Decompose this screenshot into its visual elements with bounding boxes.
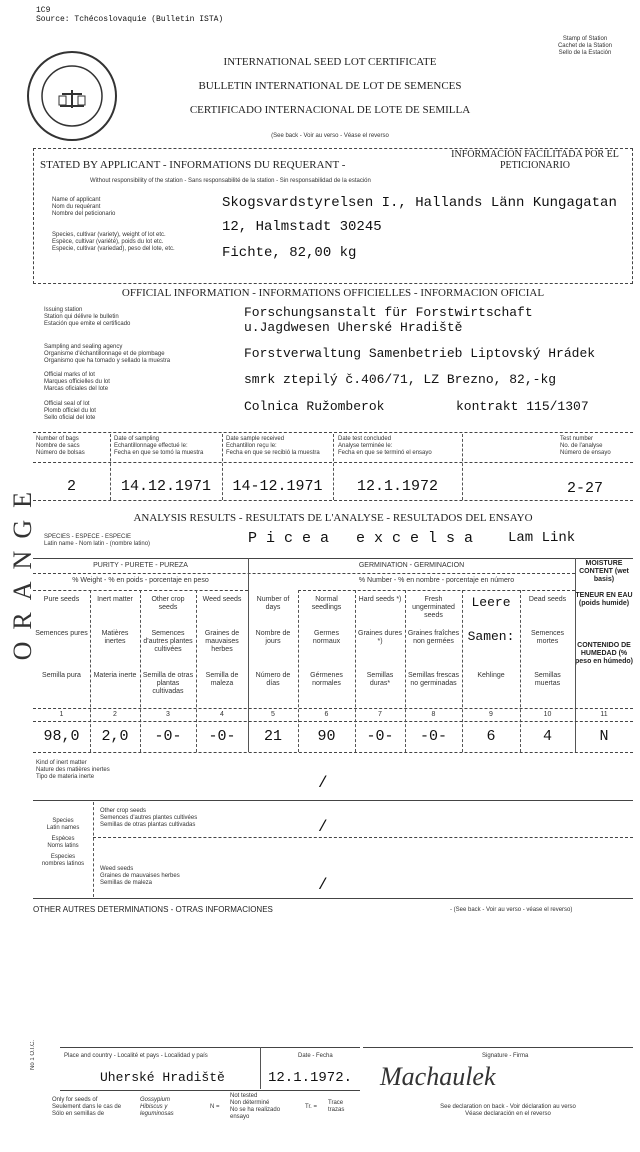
column-header-en: Number of days (256, 596, 290, 611)
received-date: 14-12.1971 (232, 478, 323, 495)
moisture-heading: MOISTURE CONTENT (wet basis) (579, 560, 629, 583)
column-number: 5 (271, 711, 275, 718)
concluded-date: 12.1.1972 (356, 478, 438, 495)
contract-number: kontrakt 115/1307 (456, 399, 589, 414)
weed-labels: Weed seeds Graines de mauvaises herbes Semillas de maleza (100, 866, 180, 886)
species-latin-name: P i c e a e x c e l s a (248, 530, 474, 547)
sampling-date: 14.12.1971 (120, 478, 211, 495)
column-header-fr: Samen: (467, 629, 515, 644)
other-determinations-see-back: - (See back - Voir au verso - véase el reverso) (450, 907, 573, 913)
test-number-header: Test number No. de l'analyse Número de ensayo (560, 436, 611, 456)
issuing-labels: Issuing station Station qui délivre le bulletin Estación que emite el certificado (44, 307, 131, 327)
column-header-es: Kehlinge (477, 672, 505, 679)
column-number: 4 (220, 711, 224, 718)
column-number: 3 (166, 711, 170, 718)
column-header-fr: Matières inertes (101, 630, 129, 645)
inert-kind-labels: Kind of inert matter Nature des matières inertes Tipo de materia inerte (36, 760, 110, 780)
column-header-es: Gérmenes normales (310, 672, 343, 687)
species-weight: Fichte, 82,00 kg (222, 245, 357, 261)
analysis-heading: ANALYSIS RESULTS - RESULTATS DE L'ANALYSE - RESULTADOS DEL ENSAYO (133, 512, 533, 524)
applicant-disclaimer: Without responsibility of the station - Sans responsabilité de la station - Sin responsabilidad de la estación (90, 178, 371, 184)
result-value: 2,0 (101, 728, 129, 745)
column-number: 7 (378, 711, 382, 718)
stamp-fr: Cachet de la Station (557, 43, 613, 49)
stamp-en: Stamp of Station (562, 36, 608, 42)
column-header-fr: Germes normaux (312, 630, 341, 645)
column-header-es: Semillas duras* (366, 672, 394, 687)
ista-seal (26, 50, 118, 142)
concluded-date-header: Date test concluded Analyse terminée le: Fecha en que se terminó el ensayo (338, 436, 432, 456)
tr-label: Tr. = (305, 1104, 317, 1110)
stamp-es: Sello de la Estación (558, 50, 612, 56)
column-number: 1 (59, 711, 64, 718)
column-header-es: Semilla de maleza (205, 672, 239, 687)
column-header-en: Dead seeds (528, 596, 567, 603)
note-only-for: Only for seeds of Seulement dans le cas de Sólo en semillas de (52, 1097, 122, 1117)
column-number: 10 (543, 711, 552, 718)
column-header-es: Semilla de otras plantas cultivadas (142, 672, 194, 695)
column-header-fr: Semences pures (35, 630, 88, 637)
species-author: Lam Link (508, 530, 576, 546)
column-header-en: Leere (471, 595, 511, 610)
sampling-date-header: Date of sampling Echantillonnage effectué le: Fecha en que se tomó la muestra (114, 436, 204, 456)
result-value: 21 (263, 728, 282, 745)
column-header-es: Materia inerte (93, 672, 137, 679)
column-header-es: Número de días (255, 672, 291, 687)
title-fr: BULLETIN INTERNATIONAL DE LOT DE SEMENCES (198, 80, 462, 92)
result-value: -0- (419, 728, 447, 745)
result-value: 90 (317, 728, 336, 745)
issuing-station: Forschungsanstalt für Forstwirtschaft u.Jagdwesen Uherské Hradiště (244, 305, 533, 335)
n-meaning: Not tested Non déterminé No se ha realizado ensayo (230, 1093, 281, 1120)
official-seal: Colnica Ružomberok (244, 399, 385, 414)
applicant-name-labels: Name of applicant Nom du requérant Nombre del peticionario (52, 197, 116, 217)
bags-value: 2 (66, 478, 76, 495)
column-divider (248, 558, 249, 752)
purity-subheading: % Weight - % en poids - porcentaje en peso (72, 577, 209, 584)
column-header-en: Fresh ungerminated seeds (412, 596, 455, 619)
column-number: 8 (431, 711, 436, 718)
column-header-en: Pure seeds (43, 596, 80, 603)
tr-meaning: Trace trazas (328, 1100, 345, 1113)
official-heading: OFFICIAL INFORMATION - INFORMATIONS OFFICIELLES - INFORMACION OFICIAL (121, 287, 545, 299)
column-header-fr: Semences mortes (530, 630, 565, 645)
form-number: No 1 O.I.C. (30, 1040, 36, 1071)
source-line: Source: Tchécoslovaquie (Bulletin ISTA) (36, 15, 224, 24)
other-crop-labels: Other crop seeds Semences d'autres plantes cultivées Semillas de otras plantas cultivadas (100, 808, 198, 828)
place-label: Place and country - Localité et pays - Localidad y país (64, 1053, 208, 1059)
column-number: 9 (489, 711, 493, 718)
column-header-en: Weed seeds (202, 596, 242, 603)
germination-heading: GERMINATION - GERMINACION (358, 562, 465, 569)
column-header-fr: Semences d'autres plantes cultivées (143, 630, 193, 653)
orange-label: ORANGE (8, 480, 37, 661)
applicant-address: 12, Halmstadt 30245 (222, 219, 382, 235)
column-number: 2 (113, 711, 117, 718)
seal-labels: Official seal of lot Plomb officiel du lot Sello oficial del lote (44, 401, 96, 421)
date-label: Date - Fecha (298, 1053, 333, 1059)
result-value: -0- (366, 728, 394, 745)
official-marks: smrk ztepilý č.406/71, LZ Brezno, 82,-kg (244, 372, 557, 387)
note-genera: Gossypium Hibiscus y leguminosas (140, 1097, 174, 1117)
column-header-es: Semilla pura (42, 672, 81, 679)
result-value: 6 (486, 728, 496, 745)
column-number: 6 (324, 711, 329, 718)
column-header-en: Inert matter (97, 596, 133, 603)
column-header-fr: Graines fraîches non germées (407, 630, 460, 645)
germination-subheading: % Number - % en nombre - porcentaje en número (358, 577, 515, 584)
bags-header: Number of bags Nombre de sacs Número de bolsas (36, 436, 85, 456)
received-date-header: Date sample received Echantillon reçu le: Fecha en que se recibió la muestra (226, 436, 320, 456)
result-value: -0- (208, 728, 236, 745)
moisture-es: CONTENIDO DE HUMEDAD (% peso en húmedo) (575, 642, 633, 665)
column-header-fr: Graines dures *) (358, 630, 402, 645)
column-header-fr: Graines de mauvaises herbes (204, 630, 240, 653)
applicant-heading-es: INFORMACION FACILITADA POR EL PETICIONARIO (451, 149, 619, 171)
stamp-label (540, 36, 630, 57)
doc-code: 1C9 (36, 6, 51, 15)
column-divider (575, 558, 576, 752)
title-en: INTERNATIONAL SEED LOT CERTIFICATE (223, 56, 437, 68)
result-value: 98,0 (43, 728, 80, 745)
species-latin-label: SPECIES - ESPECE - ESPECIE Latin name - Nom latin - (nombre latino) (44, 534, 151, 547)
test-number: 2-27 (566, 480, 603, 497)
result-value: 4 (542, 728, 552, 745)
marks-labels: Official marks of lot Marques officielles du lot Marcas oficiales del lote (44, 372, 110, 392)
declaration-note: See declaration on back - Voir déclaration au verso Véase declaración en el reverso (440, 1104, 576, 1117)
place-value: Uherské Hradiště (100, 1070, 225, 1085)
sampling-agency: Forstverwaltung Samenbetrieb Liptovský Hrádek (244, 346, 596, 361)
column-header-en: Other crop seeds (151, 596, 185, 611)
sampling-labels: Sampling and sealing agency Organisme d'échantillonnage et de plombage Organismo que ha tomado y sellado la muestra (44, 344, 171, 364)
see-back-note: (See back - Voir au verso - Véase el reverso (271, 133, 389, 139)
column-header-en: Normal seedlings (311, 596, 342, 611)
signature-label: Signature - Firma (482, 1053, 529, 1059)
species-labels: Species, cultivar (variety), weight of lot etc. Espèce, cultivar (variété), poids du lot etc. Especie, cultivar (variedad), peso del lote, etc. (52, 232, 175, 252)
moisture-fr: TENEUR EN EAU (poids humide) (575, 592, 633, 607)
other-determinations-label: OTHER AUTRES DETERMINATIONS - OTRAS INFORMACIONES (33, 905, 273, 914)
date-value: 12.1.1972. (268, 1070, 353, 1086)
column-header-fr: Nombre de jours (255, 630, 291, 645)
signature: Machaulek (380, 1062, 496, 1091)
result-value: N (599, 728, 609, 745)
column-header-es: Semillas muertas (534, 672, 561, 687)
other-crop-value: / (318, 818, 328, 836)
species-names-label: Species Latin names Espèces Noms latins Especies nombres latinos (41, 818, 85, 867)
result-value: -0- (154, 728, 182, 745)
purity-heading: PURITY - PURETE - PUREZA (93, 562, 188, 569)
inert-kind-value: / (318, 774, 328, 792)
weed-value: / (318, 876, 328, 894)
n-label: N = (210, 1104, 220, 1110)
column-number: 11 (600, 711, 608, 718)
column-header-es: Semillas frescas no germinadas (408, 672, 459, 687)
applicant-name: Skogsvardstyrelsen I., Hallands Länn Kungagatan (222, 195, 617, 211)
applicant-heading: STATED BY APPLICANT - INFORMATIONS DU REQUERANT - (40, 159, 346, 171)
column-header-en: Hard seeds *) (358, 596, 402, 603)
title-es: CERTIFICADO INTERNACIONAL DE LOTE DE SEMILLA (189, 104, 471, 116)
